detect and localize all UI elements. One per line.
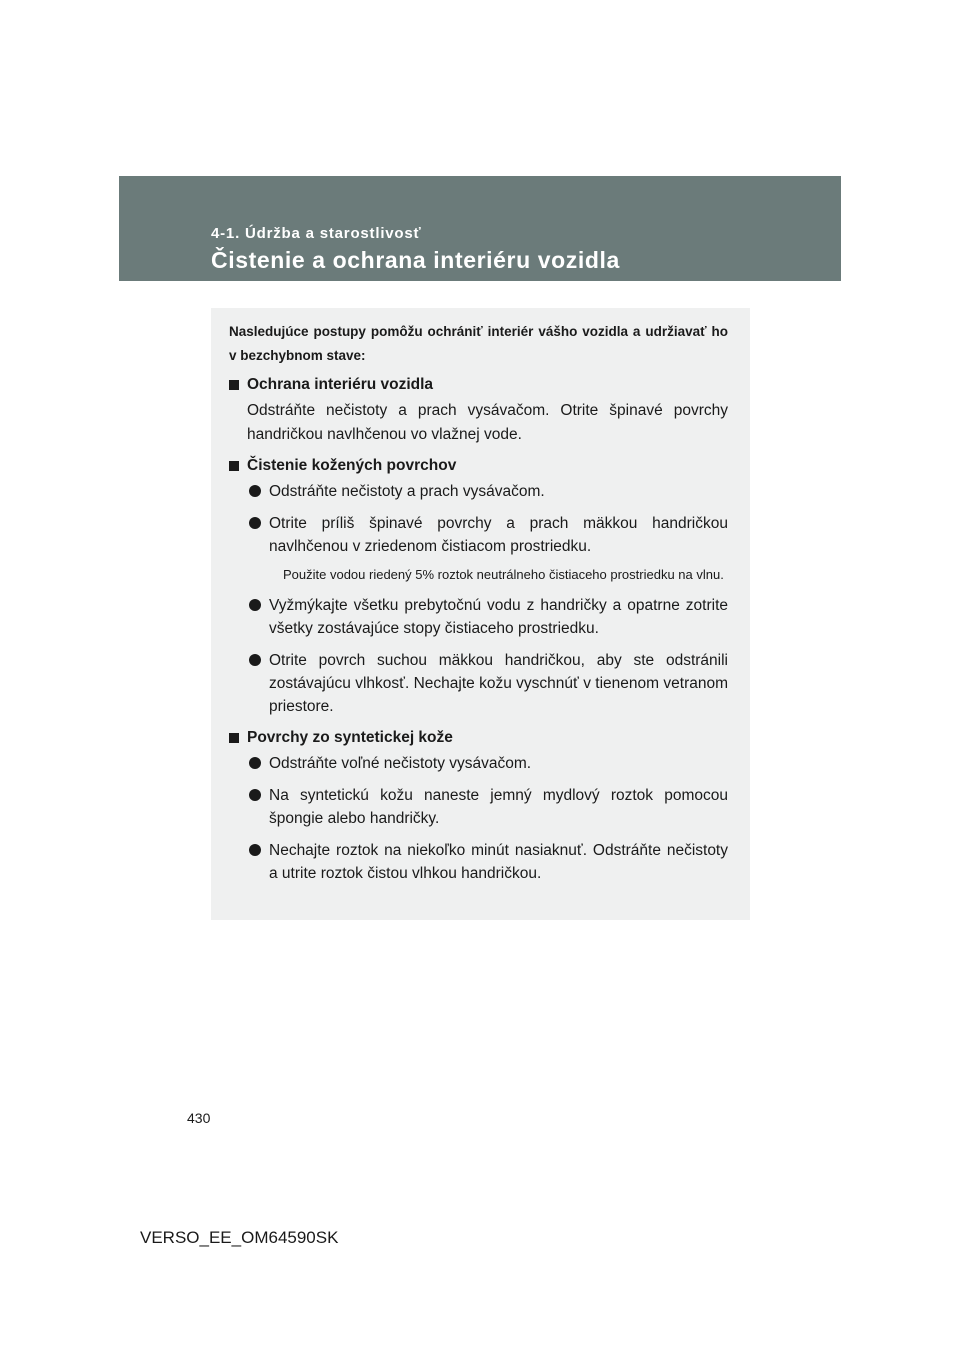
- section-heading: [229, 374, 728, 396]
- list-item: [247, 839, 728, 885]
- section-heading: [229, 727, 728, 749]
- section-heading-label: Čistenie kožených povrchov: [247, 457, 457, 474]
- list-item-text: Nechajte roztok na niekoľko minút nasiaknuť. Odstráňte nečistoty a utrite roztok čistou vlhkou handričkou.: [269, 842, 728, 882]
- page-number: 430: [187, 1110, 211, 1126]
- page-title: Čistenie a ochrana interiéru vozidla: [211, 247, 620, 273]
- note-text: Použite vodou riedený 5% roztok neutrálneho čistiaceho prostriedku na vlnu.: [283, 567, 724, 582]
- document-code: VERSO_EE_OM64590SK: [140, 1228, 339, 1247]
- content-box: [211, 308, 750, 920]
- square-bullet-icon: [229, 380, 239, 390]
- square-bullet-icon: [229, 461, 239, 471]
- bullet-dot-icon: [249, 654, 261, 666]
- list-item-text: Na syntetickú kožu naneste jemný mydlový roztok pomocou špongie alebo handričky.: [269, 787, 728, 827]
- list-item-text: Odstráňte nečistoty a prach vysávačom.: [269, 483, 545, 500]
- list-item: [247, 512, 728, 558]
- list-item-text: Vyžmýkajte všetku prebytočnú vodu z handričky a opatrne zotrite všetky zostávajúce stopy čistiaceho prostriedku.: [269, 597, 728, 637]
- bullet-dot-icon: [249, 599, 261, 611]
- bullet-dot-icon: [249, 757, 261, 769]
- bullet-dot-icon: [249, 789, 261, 801]
- list-item-text: Otrite povrch suchou mäkkou handričkou, aby ste odstránili zostávajúcu vlhkosť. Nechajte kožu vyschnúť v tienenom vetranom priestore.: [269, 652, 728, 715]
- section-heading: [229, 455, 728, 477]
- list-item: [247, 649, 728, 718]
- bullet-dot-icon: [249, 844, 261, 856]
- section-text: Odstráňte nečistoty a prach vysávačom. Otrite špinavé povrchy handričkou navlhčenou vo vlažnej vode.: [247, 402, 728, 443]
- list-item: [247, 752, 728, 775]
- bullet-dot-icon: [249, 485, 261, 497]
- bullet-dot-icon: [249, 517, 261, 529]
- list-item-text: Odstráňte voľné nečistoty vysávačom.: [269, 755, 532, 772]
- intro-text: Nasledujúce postupy pomôžu ochrániť interiér vášho vozidla a udržiavať ho v bezchybnom stave:: [229, 324, 728, 363]
- list-item: [247, 480, 728, 503]
- list-item: [247, 784, 728, 830]
- list-item: [247, 594, 728, 640]
- header-band: [119, 176, 841, 281]
- section-label: 4-1. Údržba a starostlivosť: [211, 225, 422, 242]
- section-heading-label: Povrchy zo syntetickej kože: [247, 729, 453, 746]
- section-heading-label: Ochrana interiéru vozidla: [247, 376, 434, 393]
- square-bullet-icon: [229, 733, 239, 743]
- list-item-text: Otrite príliš špinavé povrchy a prach mäkkou handričkou navlhčenou v zriedenom čistiacom prostriedku.: [269, 515, 728, 555]
